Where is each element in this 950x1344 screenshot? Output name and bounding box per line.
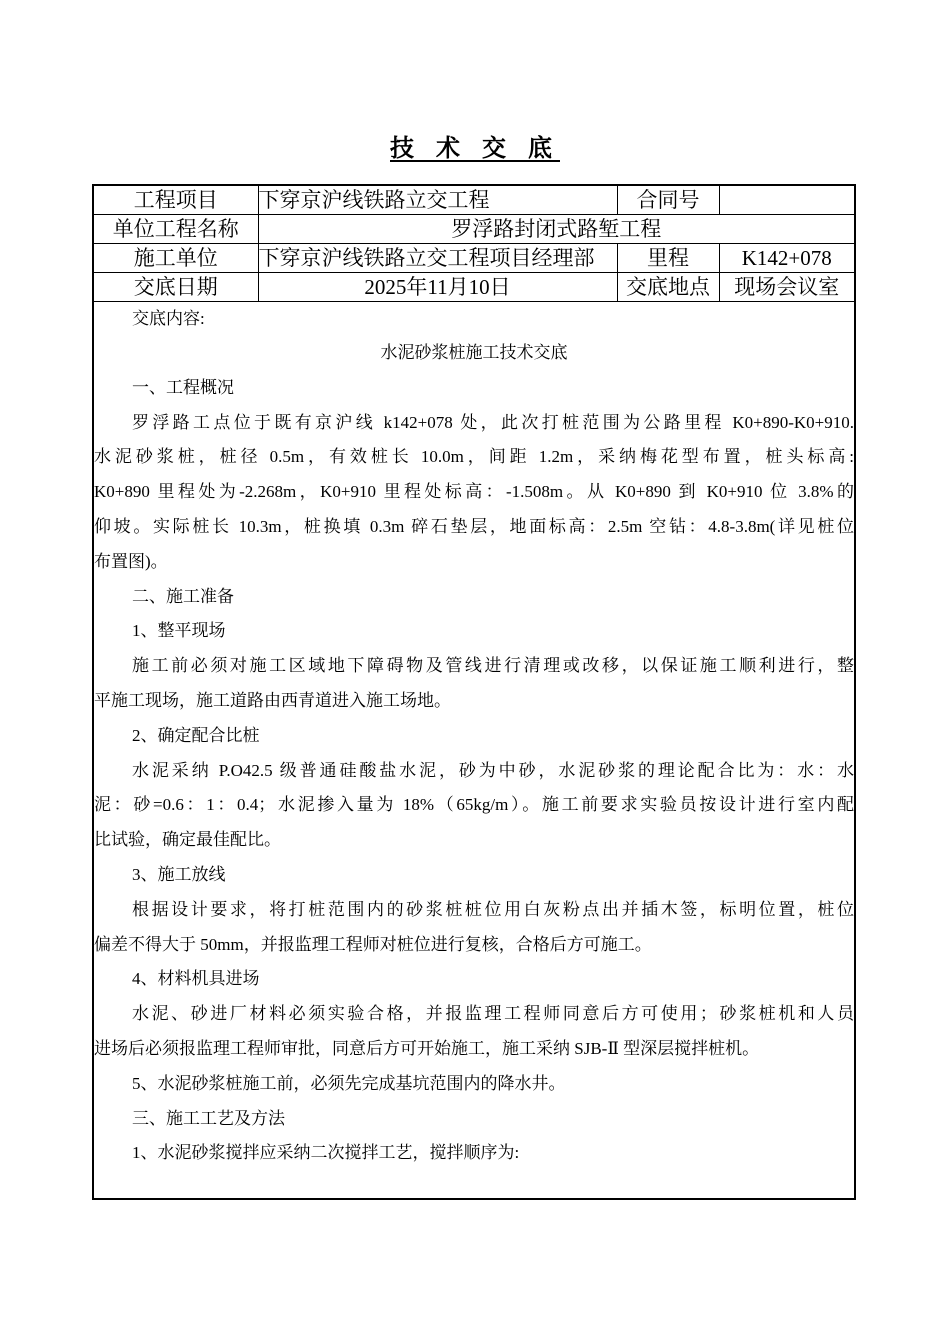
- project-value: 下穿京沪线铁路立交工程: [258, 186, 617, 215]
- project-label: 工程项目: [94, 186, 258, 215]
- paragraph-line: 泥：砂=0.6：1：0.4；水泥掺入量为 18%（65kg/m）。施工前要求实验员按设计进行室内配: [94, 795, 854, 815]
- subsection-heading: 4、材料机具进场: [132, 969, 260, 989]
- paragraph-line: 仰坡。实际桩长 10.3m，桩换填 0.3m 碎石垫层，地面标高：2.5m 空钻：4.8-3.8m(详见桩位: [94, 516, 854, 536]
- paragraph-line: 水泥砂浆桩，桩径 0.5m，有效桩长 10.0m，间距 1.2m，采纳梅花型布置，桩头标高:: [94, 447, 854, 467]
- unit-value: 罗浮路封闭式路堑工程: [258, 215, 854, 244]
- constructor-value: 下穿京沪线铁路立交工程项目经理部: [258, 244, 617, 273]
- disclosure-form: [92, 184, 856, 1200]
- constructor-label: 施工单位: [94, 244, 258, 273]
- paragraph-line: 罗浮路工点位于既有京沪线 k142+078 处，此次打桩范围为公路里程 K0+890-K0+910.: [132, 412, 854, 432]
- mileage-label: 里程: [617, 244, 719, 273]
- row-date: [94, 273, 854, 302]
- unit-label: 单位工程名称: [94, 215, 258, 244]
- paragraph-line: 1、水泥砂浆搅拌应采纳二次搅拌工艺，搅拌顺序为:: [132, 1143, 520, 1163]
- place-label: 交底地点: [617, 273, 719, 302]
- paragraph-line: K0+890 里程处为-2.268m，K0+910 里程处标高：-1.508m。从 K0+890 到 K0+910 位 3.8%的: [94, 482, 854, 502]
- subsection-heading: 3、施工放线: [132, 864, 226, 884]
- disclosure-content: [94, 302, 854, 1171]
- paragraph-line: 施工前必须对施工区域地下障碍物及管线进行清理或改移，以保证施工顺利进行，整: [132, 656, 854, 676]
- paragraph-line: 进场后必须报监理工程师审批，同意后方可开始施工，施工采纳 SJB-Ⅱ 型深层搅拌桩机。: [94, 1038, 760, 1058]
- paragraph-line: 平施工现场，施工道路由西青道进入施工场地。: [94, 690, 451, 710]
- content-label: 交底内容:: [132, 309, 205, 328]
- place-value: 现场会议室: [719, 273, 854, 302]
- row-constructor: [94, 244, 854, 273]
- section-preparation: 二、施工准备: [132, 586, 234, 606]
- row-project: [94, 186, 854, 215]
- header-table: [94, 186, 854, 302]
- paragraph-line: 偏差不得大于 50mm，并报监理工程师对桩位进行复核，合格后方可施工。: [94, 934, 652, 954]
- subsection-heading: 1、整平现场: [132, 621, 226, 641]
- section-process: 三、施工工艺及方法: [132, 1108, 285, 1128]
- contract-label: 合同号: [617, 186, 719, 215]
- section-overview: 一、工程概况: [132, 377, 234, 397]
- date-value: 2025年11月10日: [258, 273, 617, 302]
- row-unit: [94, 215, 854, 244]
- contract-value: [719, 186, 854, 215]
- paragraph-line: 布置图)。: [94, 551, 168, 571]
- mileage-value: K142+078: [719, 244, 854, 273]
- paragraph-line: 水泥采纳 P.O42.5 级普通硅酸盐水泥，砂为中砂，水泥砂浆的理论配合比为：水：水: [132, 760, 854, 780]
- document-title: 技 术 交 底: [390, 136, 560, 162]
- subsection-heading: 2、确定配合比桩: [132, 725, 260, 745]
- date-label: 交底日期: [94, 273, 258, 302]
- paragraph-line: 根据设计要求，将打桩范围内的砂浆桩桩位用白灰粉点出并插木签，标明位置，桩位: [132, 899, 854, 919]
- paragraph-line: 水泥、砂进厂材料必须实验合格，并报监理工程师同意后方可使用；砂浆桩机和人员: [132, 1004, 854, 1024]
- subsection-heading: 5、水泥砂浆桩施工前，必须先完成基坑范围内的降水井。: [132, 1073, 566, 1093]
- content-heading: 水泥砂浆桩施工技术交底: [380, 343, 568, 362]
- paragraph-line: 比试验，确定最佳配比。: [94, 830, 281, 850]
